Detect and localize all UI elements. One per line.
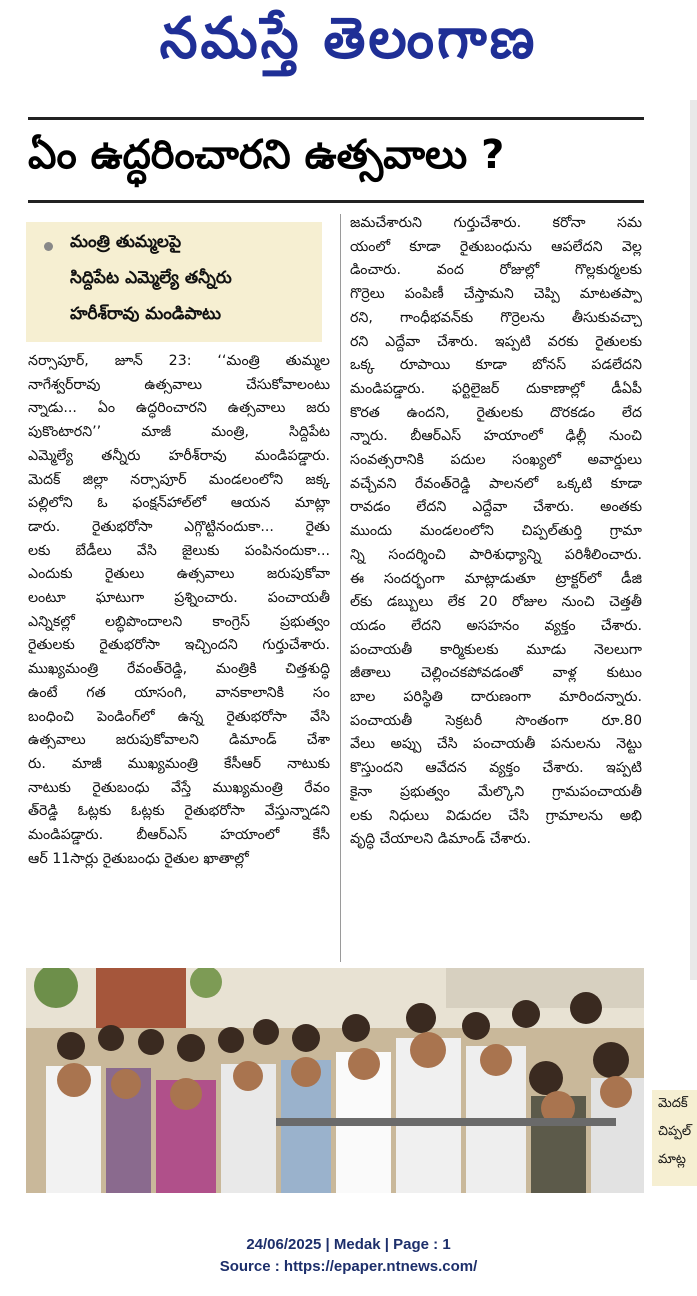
article-line: జమచేశారుని గుర్తుచేశారు. కరోనా సమ — [350, 215, 642, 231]
article-line: ఎందుకు రైతులు ఉత్సవాలు జరుపుకోవా — [28, 566, 330, 583]
article-line: కొరత ఉందని, రైతులకు దొరకడం లేద — [350, 404, 642, 421]
article-column-left — [28, 350, 330, 871]
article-line: ఈ సందర్భంగా మాట్లాడుతూ ట్రాక్టర్‌లో డీజి — [350, 570, 642, 587]
article-line: నర్సాపూర్‌, జూన్‌ 23: ‘‘మంత్రి తుమ్మల — [28, 353, 330, 369]
article-line: సంవత్సరానికి పదుల సంఖ్యలో అవార్డులు — [350, 452, 642, 469]
article-line: ముందు మండలంలోని చిప్పల్‌తుర్తి గ్రామా — [350, 523, 642, 540]
article-line: ముఖ్యమంత్రి రేవంత్‌రెడ్డి, మంత్రికి చిత్తశుద్ధి — [28, 661, 330, 678]
article-line: పంచాయతీ సెక్రటరీ సొంతంగా రూ.80 — [350, 712, 642, 729]
article-line: డించారు. వంద రోజుల్లో గొల్లకుర్మలకు — [350, 262, 642, 279]
article-line: ఉత్సవాలు జరుపుకోవాలని డిమాండ్‌ చేశా — [28, 732, 330, 749]
article-line: రు. మాజీ ముఖ్యమంత్రి కేసీఆర్‌ నాటుకు — [28, 755, 330, 772]
article-line: రావడం లేదని ఎద్దేవా చేశారు. అంతకు — [350, 499, 642, 516]
article-line: బాల పరిస్థితి దారుణంగా మారిందన్నారు. — [350, 689, 642, 706]
article-line: జీతాలు చెల్లించకపోవడంతో వాళ్ల కుటుం — [350, 665, 642, 682]
article-line: వచ్చేవని రేవంత్‌రెడ్డి పాలనలో ఒక్కటి కూడా — [350, 475, 642, 492]
headline: ఏం ఉద్ధరించారని ఉత్సవాలు ? — [28, 132, 505, 178]
article-line: ఉంటే గత యాసంగి, వానకాలానికి సం — [28, 684, 330, 701]
article-line: ఆర్‌ 11సార్లు రైతుబంధు రైతుల ఖాతాల్లో — [28, 850, 249, 867]
masthead-title: నమస్తే తెలంగాణ — [159, 4, 538, 72]
footer-source-line: Source : https://epaper.ntnews.com/ — [219, 1258, 478, 1275]
headline-rule-bottom — [28, 200, 644, 203]
adjacent-page-edge — [690, 100, 697, 980]
article-line: నాగేశ్వర్‌రావు ఉత్సవాలు చేసుకోవాలంటు — [28, 376, 330, 393]
article-line: గొర్రెలు పంపిణీ చేస్తామని చెప్పి మాటతప్పా — [350, 286, 642, 303]
article-line: వృద్ధి చేయాలని డిమాండ్‌ చేశారు. — [350, 831, 531, 848]
article-line: యంలో కూడా రైతుబంధును ఆపలేదని వెల్ల — [350, 238, 642, 255]
article-line: బంధించి పెండింగ్‌లో ఉన్న రైతుభరోసా వేసి — [28, 708, 330, 725]
article-line: లంటూ ఘాటుగా ప్రశ్నించారు. పంచాయతీ — [28, 590, 330, 607]
column-divider — [340, 214, 341, 962]
article-line: వేలు అప్పు చేసి పంచాయతీ పనులను నెట్టు — [350, 736, 642, 753]
article-column-right — [350, 212, 642, 852]
article-line: మండిపడ్డారు. బీఆర్‌ఎస్‌ హయాంలో కేసీ — [28, 827, 330, 844]
adjacent-caption-line: మాట్ల — [658, 1152, 686, 1167]
deck-box — [26, 222, 322, 342]
crowd-photo-illustration — [26, 968, 644, 1193]
deck-line: మంత్రి తుమ్మలపై — [70, 232, 182, 252]
article-line: డారు. రైతుభరోసా ఎగ్గొట్టినందుకా... రైతు — [28, 518, 330, 535]
article-line: న్నారు. బీఆర్‌ఎస్‌ హయాంలో ఢిల్లీ నుంచి — [350, 428, 642, 445]
article-line: యడం లేదని అసహనం వ్యక్తం చేశారు. — [350, 617, 642, 634]
article-line: ఎన్నికల్లో లబ్ధిపొందాలని కాంగ్రెస్‌ ప్రభుత్వం — [28, 613, 330, 630]
article-line: రైతులకు రైతుభరోసా ఇచ్చిందని గుర్తుచేశారు. — [28, 637, 330, 654]
article-line: మండిపడ్డారు. ఫర్టిలైజర్‌ దుకాణాల్లో డీఏపీ — [350, 380, 642, 397]
adjacent-caption-box — [652, 1090, 697, 1186]
footer-date-line: 24/06/2025 | Medak | Page : 1 — [246, 1236, 451, 1253]
deck-line: హరీశ్‌రావు మండిపాటు — [70, 304, 221, 324]
article-line: త్‌రెడ్డి ఓట్లకు ఓట్లకు రైతుభరోసా వేస్తున్నాడని — [28, 803, 330, 820]
article-line: మెదక్‌ జిల్లా నర్సాపూర్‌ మండలంలోని జక్క — [28, 471, 330, 488]
article-line: రని ఎద్దేవా చేశారు. ఇప్పటి వరకు రైతులకు — [350, 333, 642, 350]
article-line: లకు నిధులు విడుదల చేసి గ్రామాలను అభి — [350, 807, 642, 824]
article-line: న్నాడు... ఏం ఉద్ధరించారని ఉత్సవాలు జరు — [28, 400, 330, 417]
deck-line: సిద్దిపేట ఎమ్మెల్యే తన్నీరు — [70, 268, 232, 288]
article-line: పుకొంటారని’’ మాజీ మంత్రి, సిద్దిపేట — [28, 424, 330, 441]
article-line: లకు బేడీలు వేసి జైలుకు పంపినందుకా... — [28, 542, 330, 559]
bullet-icon — [44, 242, 53, 251]
article-line: పల్లిలోని ఓ ఫంక్షన్‌హాల్‌లో ఆయన మాట్లా — [28, 495, 330, 512]
article-line: కొస్తుందని ఆవేదన వ్యక్తం చేశారు. ఇప్పటి — [350, 760, 642, 777]
adjacent-caption-line: మెదక్‌ — [658, 1096, 688, 1111]
article-line: ల్‌కు డబ్బులు లేక 20 రోజుల నుంచి చెత్తతీ — [350, 594, 642, 611]
article-line: కైనా ప్రభుత్వం మేల్కొని గ్రామపంచాయతీ — [350, 783, 642, 800]
article-line: పంచాయతీ కార్మికులకు మూడు నెలలుగా — [350, 641, 642, 658]
article-line: ఎమ్మెల్యే తన్నీరు హరీశ్‌రావు మండిపడ్డారు. — [28, 447, 330, 464]
masthead — [0, 0, 697, 100]
news-photo — [26, 968, 644, 1193]
article-line: ఒక్క రూపాయి కూడా బోనస్‌ పడలేదని — [350, 357, 642, 374]
headline-rule-top — [28, 117, 644, 120]
article-line: నాటుకు రైతుబంధు వేస్తే ముఖ్యమంత్రి రేవం — [28, 779, 330, 796]
adjacent-caption-line: చిప్పల్‌ — [658, 1124, 692, 1139]
article-line: న్ని సందర్శించి పారిశుధ్యాన్ని పరిశీలించారు. — [350, 546, 642, 563]
article-line: రని, గాంధీభవన్‌కు గొర్రెలను తీసుకువచ్చా — [350, 309, 642, 326]
